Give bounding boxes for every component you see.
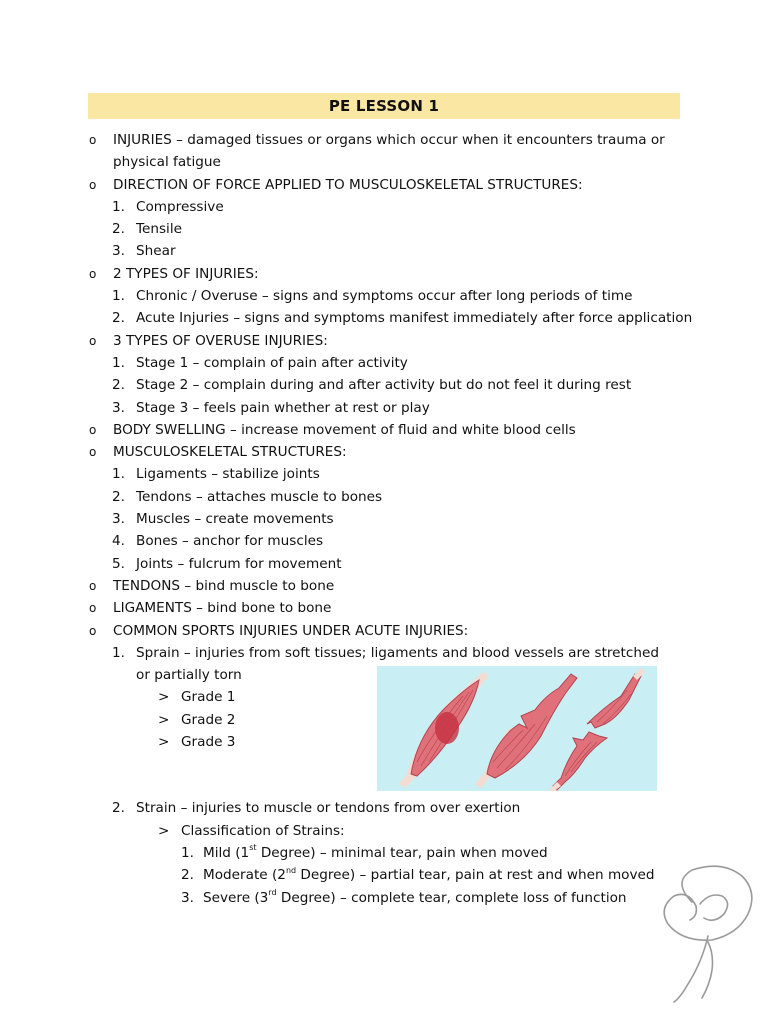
bullet-musculoskeletal: o MUSCULOSKELETAL STRUCTURES: [88, 441, 688, 463]
bullet-two-types: o 2 TYPES OF INJURIES: [88, 263, 688, 285]
list-item: 5. Joints – fulcrum for movement [112, 555, 342, 572]
signature-mark [652, 862, 762, 1007]
muscle-tear-diagram [377, 666, 657, 791]
list-item-strain: 2. Strain – injuries to muscle or tendons from over exertion [112, 800, 521, 817]
list-item: 1. Chronic / Overuse – signs and symptoms occur after long periods of time [112, 288, 633, 305]
grade-item: > Grade 3 [158, 734, 236, 751]
strain-degree-item: 1. Mild (1st Degree) – minimal tear, pain when moved [181, 843, 548, 861]
list-item: 2. Tendons – attaches muscle to bones [112, 488, 383, 505]
list-item: 2. Tensile [112, 221, 182, 238]
list-item: 2. Stage 2 – complain during and after activity but do not feel it during rest [112, 377, 632, 394]
title-banner [88, 93, 680, 119]
list-item: 1. Stage 1 – complain of pain after activity [112, 354, 408, 371]
list-item: 2. Acute Injuries – signs and symptoms manifest immediately after force application [112, 310, 693, 327]
bullet-marker: o [89, 445, 97, 460]
bullet-marker: o [89, 177, 97, 192]
lesson-body [88, 129, 693, 909]
bullet-common-sports-injuries: o COMMON SPORTS INJURIES UNDER ACUTE INJURIES: [88, 620, 688, 642]
grade-item: > Grade 1 [158, 689, 236, 706]
list-item: 3. Shear [112, 243, 176, 260]
list-item: 3. Muscles – create movements [112, 511, 334, 528]
strain-classification: > Classification of Strains: [158, 822, 345, 839]
list-item: 1. Compressive [112, 198, 224, 215]
list-item: 3. Stage 3 – feels pain whether at rest or play [112, 399, 430, 416]
bullet-direction-of-force: o DIRECTION OF FORCE APPLIED TO MUSCULOSKELETAL STRUCTURES: [88, 174, 688, 196]
list-item: 1. Ligaments – stabilize joints [112, 466, 320, 483]
page-title: PE LESSON 1 [328, 97, 440, 115]
list-item: 4. Bones – anchor for muscles [112, 533, 324, 550]
bullet-ligaments: o LIGAMENTS – bind bone to bone [88, 597, 688, 619]
bullet-three-types: o 3 TYPES OF OVERUSE INJURIES: [88, 330, 688, 352]
strain-degree-item: 3. Severe (3rd Degree) – complete tear, complete loss of function [181, 887, 627, 906]
strain-degree-item: 2. Moderate (2nd Degree) – partial tear, pain at rest and when moved [181, 865, 655, 884]
bullet-marker: o [89, 266, 97, 281]
grade-item: > Grade 2 [158, 711, 236, 728]
bullet-marker: o [89, 333, 97, 348]
bullet-tendons: o TENDONS – bind muscle to bone [88, 575, 688, 597]
bullet-injuries: o INJURIES – damaged tissues or organs which occur when it encounters trauma or physical fatigue [88, 129, 673, 174]
bullet-marker: o [89, 578, 97, 593]
bullet-body-swelling: o BODY SWELLING – increase movement of fluid and white blood cells [88, 419, 688, 441]
bullet-marker: o [89, 133, 97, 147]
list-item-sprain: 1. Sprain – injuries from soft tissues; ligaments and blood vessels are stretched or partially torn [112, 644, 659, 684]
bullet-marker: o [89, 422, 97, 437]
bullet-marker: o [89, 623, 97, 638]
bullet-marker: o [89, 601, 97, 616]
